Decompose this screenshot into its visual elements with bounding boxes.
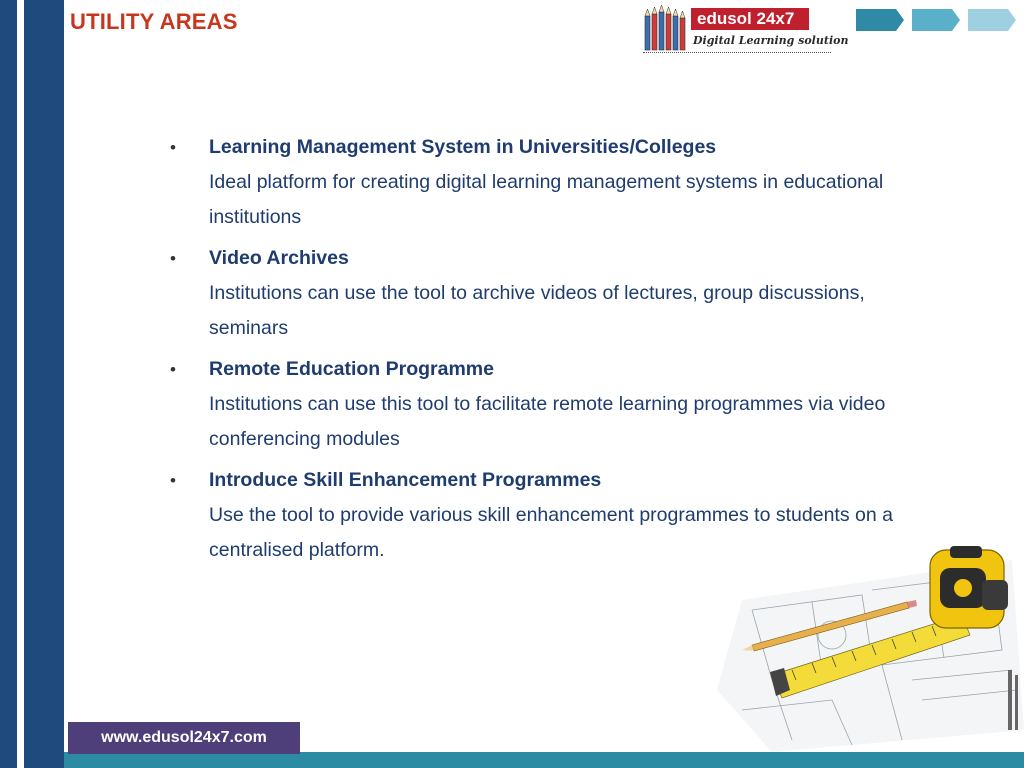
left-side-bar: [0, 0, 17, 768]
edusol-logo: [643, 4, 849, 56]
nav-arrows: [856, 8, 1024, 32]
left-side-divider: [17, 0, 24, 768]
item-description: Institutions can use this tool to facilitate remote learning programmes via video conferencing modules: [209, 393, 886, 450]
logo-tagline: Digital Learning solution: [693, 34, 849, 47]
slide-title: UTILITY AREAS: [70, 9, 238, 34]
bullet-icon: •: [170, 471, 176, 490]
bullet-icon: •: [170, 138, 176, 157]
footer-url[interactable]: www.edusol24x7.com: [68, 722, 300, 754]
item-title: Video Archives: [209, 247, 349, 269]
list-item: [170, 352, 910, 457]
arrow-tab-icon: [912, 9, 960, 31]
left-side-bar-inner: [24, 0, 64, 768]
logo-brand-text: edusol 24x7: [691, 8, 809, 30]
bullet-icon: •: [170, 360, 176, 379]
item-description: Use the tool to provide various skill enhancement programmes to students on a centralised platform.: [209, 504, 893, 561]
measuring-tape-blueprint-image: [712, 540, 1024, 752]
bullet-icon: •: [170, 249, 176, 268]
item-title: Introduce Skill Enhancement Programmes: [209, 469, 602, 491]
arrow-tab-icon: [856, 9, 904, 31]
item-description: Ideal platform for creating digital learning management systems in educational institutions: [209, 171, 884, 228]
utility-list: [170, 130, 910, 574]
list-item: [170, 130, 910, 235]
footer-strip: [64, 752, 1024, 768]
logo-underline: [643, 52, 831, 53]
item-title: Remote Education Programme: [209, 358, 494, 380]
item-description: Institutions can use the tool to archive videos of lectures, group discussions, seminars: [209, 282, 865, 339]
arrow-tab-icon: [968, 9, 1016, 31]
item-title: Learning Management System in Universities/Colleges: [209, 136, 717, 158]
pencils-logo-icon: [643, 4, 689, 52]
list-item: [170, 241, 910, 346]
